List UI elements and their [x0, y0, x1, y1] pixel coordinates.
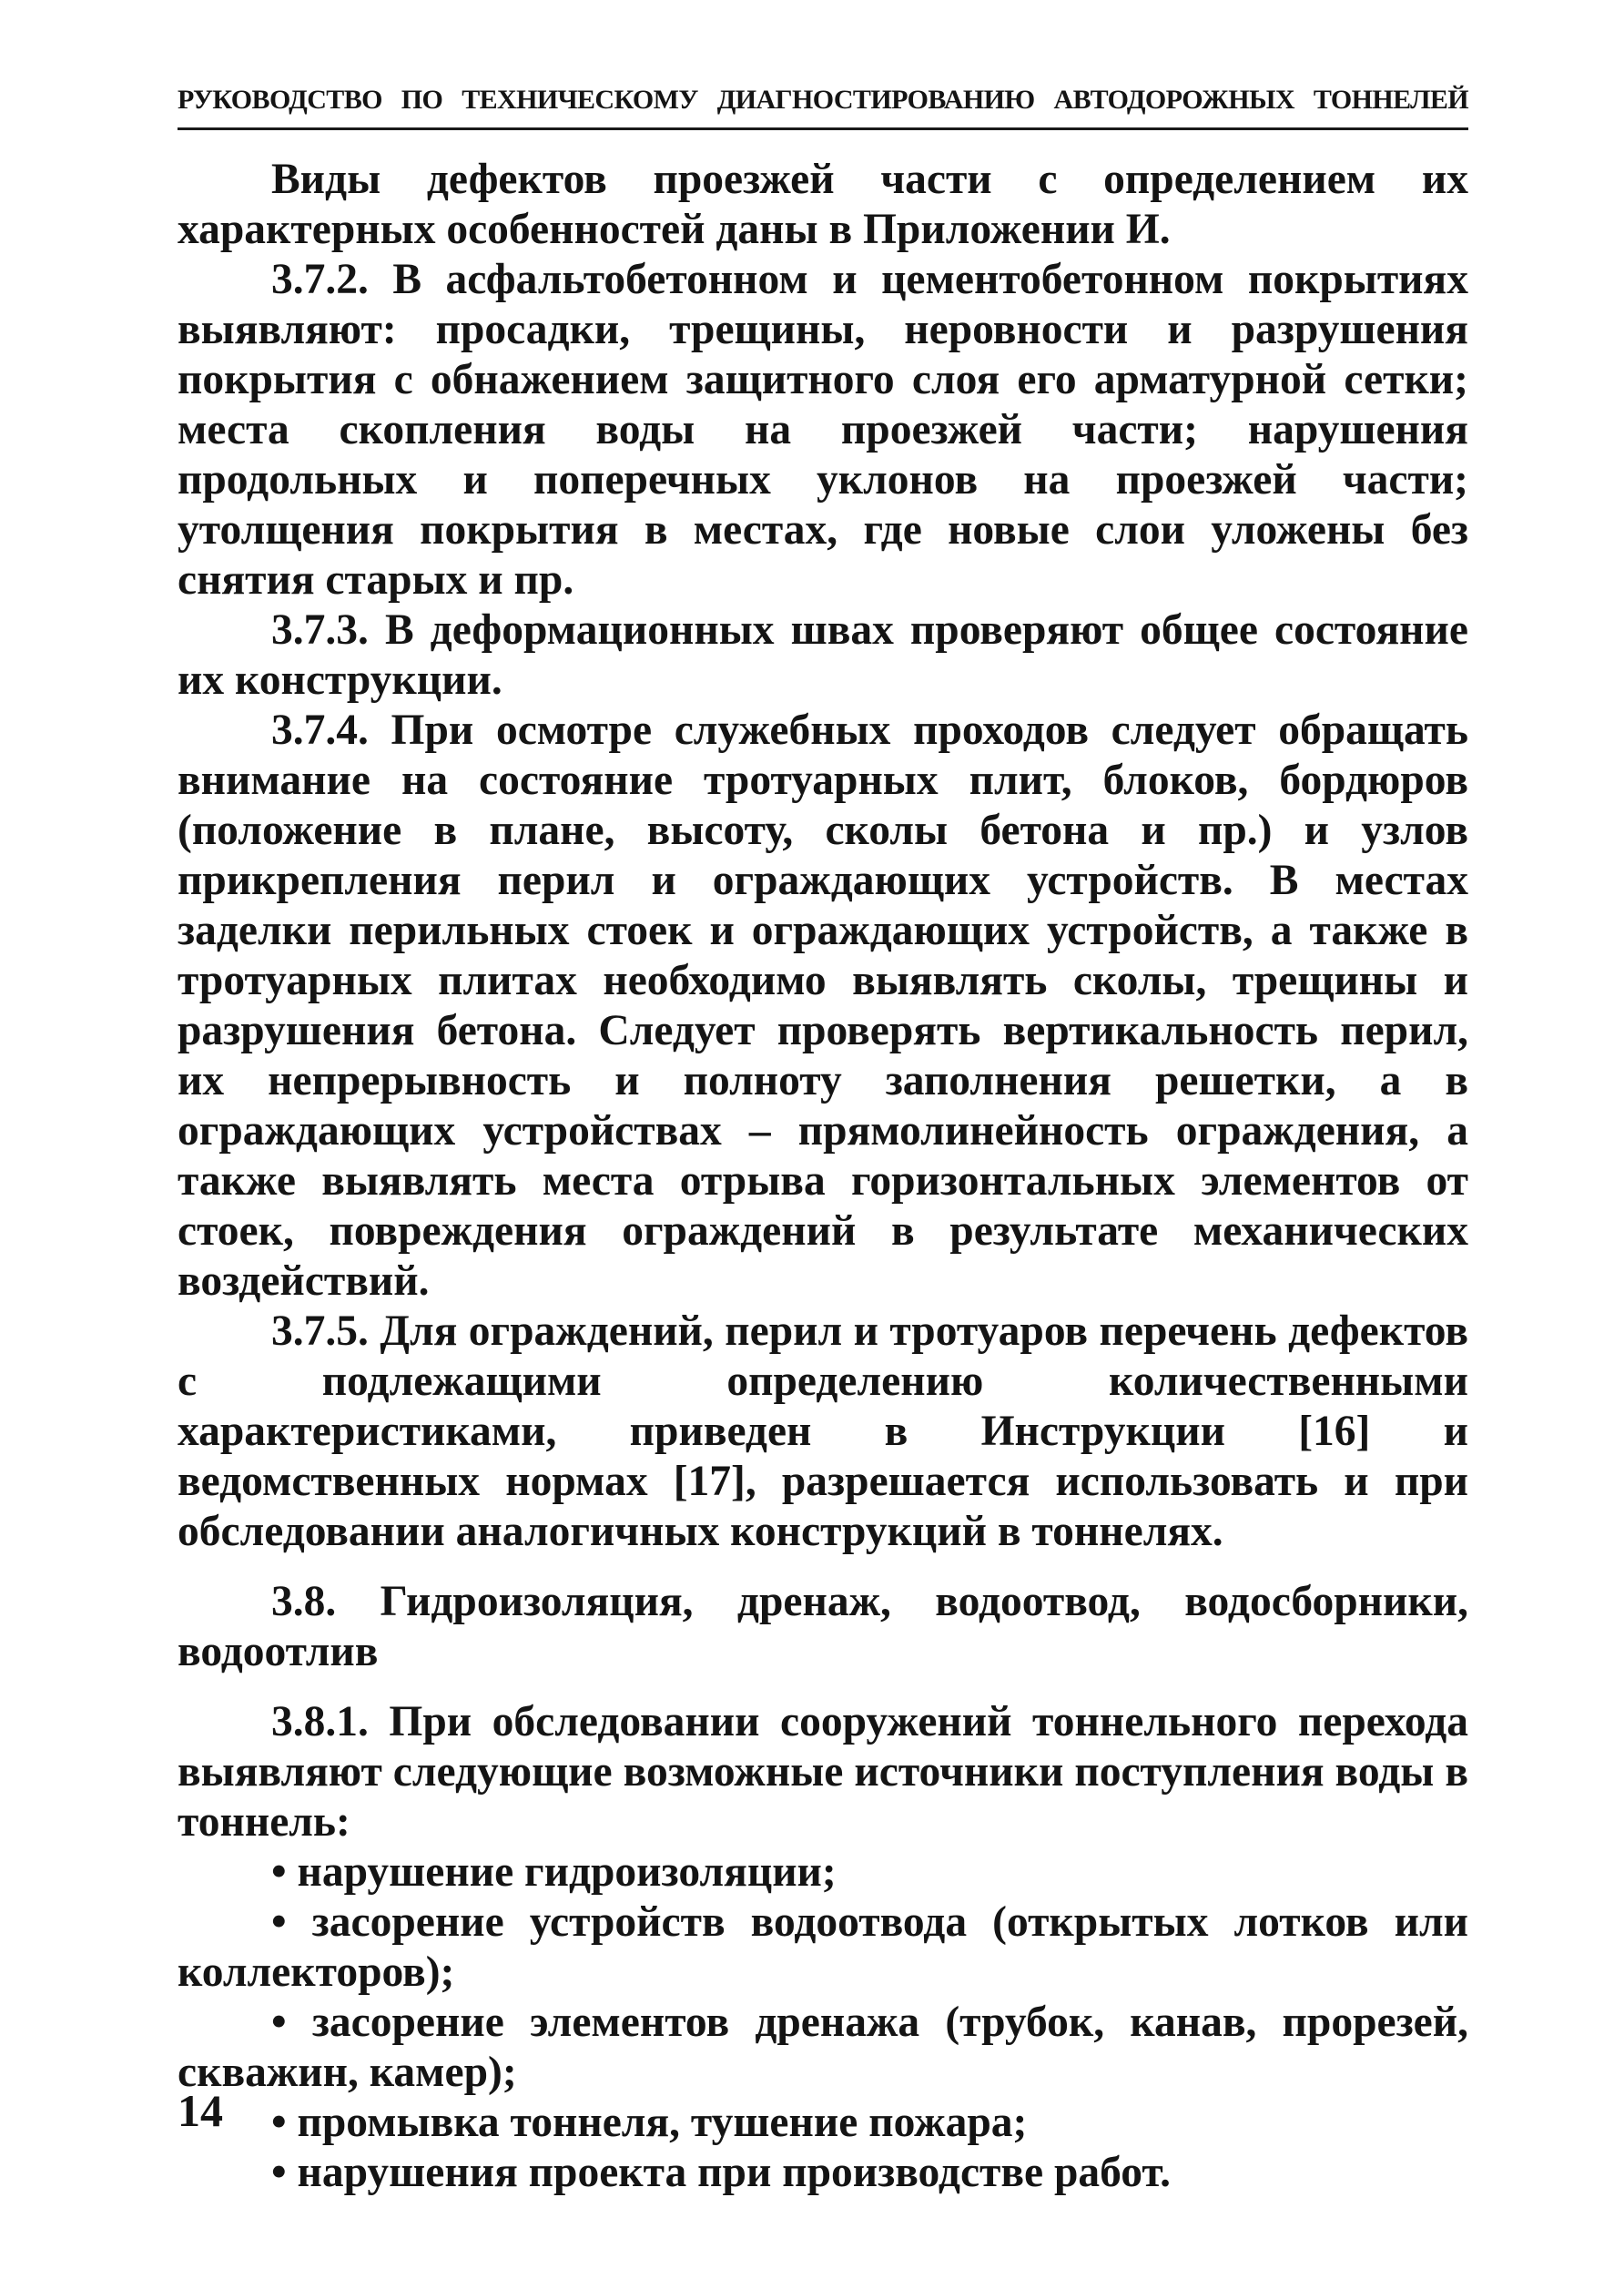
paragraph: 3.7.2. В асфальтобетонном и цементобетонном покрытиях выявляют: просадки, трещины, неровности и разрушения покрытия с обнажением защитного слоя его арматурной сетки; места скопления воды на проезжей части; нарушения продольных и поперечных уклонов на проезжей части; утолщения покрытия в местах, где новые слои уложены без снятия старых и пр.: [178, 256, 1468, 604]
running-header: РУКОВОДСТВО ПО ТЕХНИЧЕСКОМУ ДИАГНОСТИРОВАНИЮ АВТОДОРОЖНЫХ ТОННЕЛЕЙ: [178, 85, 1468, 115]
page-content: [178, 155, 1468, 2198]
page-number: 14: [178, 2085, 223, 2136]
list-item: • промывка тоннеля, тушение пожара;: [271, 2099, 1028, 2146]
document-page: [178, 0, 1468, 2279]
paragraph: 3.7.5. Для ограждений, перил и тротуаров перечень дефектов с подлежащими определению количественными характеристиками, приведен в Инструкции [16] и ведомственных нормах [17], разрешается использовать и при обследовании аналогичных конструкций в тоннелях.: [178, 1307, 1468, 1555]
list-item: • засорение элементов дренажа (трубок, канав, прорезей, скважин, камер);: [178, 1999, 1468, 2096]
header-rule: [178, 127, 1468, 130]
paragraph: 3.7.3. В деформационных швах проверяют общее состояние их конструкции.: [178, 606, 1468, 704]
list-item: • нарушения проекта при производстве работ.: [271, 2149, 1172, 2196]
list-item: • засорение устройств водоотвода (открытых лотков или коллекторов);: [178, 1898, 1468, 1996]
section-intro: 3.8.1. При обследовании сооружений тоннельного перехода выявляют следующие возможные источники поступления воды в тоннель:: [178, 1698, 1468, 1846]
list-item: • нарушение гидроизоляции;: [271, 1848, 837, 1896]
paragraph: Виды дефектов проезжей части с определением их характерных особенностей даны в Приложении И.: [178, 156, 1468, 253]
paragraph: 3.7.4. При осмотре служебных проходов следует обращать внимание на состояние тротуарных плит, блоков, бордюров (положение в плане, высоту, сколы бетона и пр.) и узлов прикрепления перил и ограждающих устройств. В местах заделки перильных стоек и ограждающих устройств, а также в тротуарных плитах необходимо выявлять сколы, трещины и разрушения бетона. Следует проверять вертикальность перил, их непрерывность и полноту заполнения решетки, а в ограждающих устройствах – прямолинейность ограждения, а также выявлять места отрыва горизонтальных элементов от стоек, повреждения ограждений в результате механических воздействий.: [178, 707, 1468, 1305]
section-heading: 3.8. Гидроизоляция, дренаж, водоотвод, водосборники, водоотлив: [178, 1578, 1468, 1675]
